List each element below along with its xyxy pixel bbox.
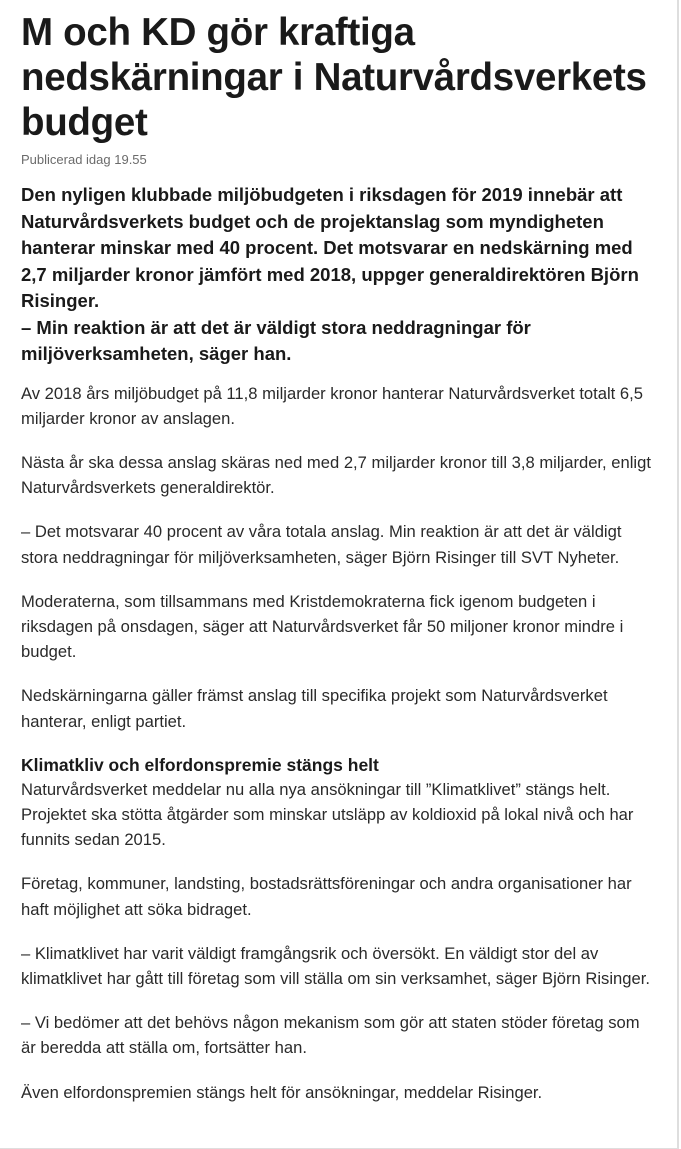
body-paragraph: – Klimatklivet har varit väldigt framgångsrik och översökt. En väldigt stor del av klimatklivet har gått till företag som vill ställa om sin verksamhet, säger Björn Risinger. <box>21 943 650 988</box>
body-paragraph: Nästa år ska dessa anslag skäras ned med 2,7 miljarder kronor till 3,8 miljarder, enligt Naturvårdsverkets generaldirektör. <box>21 452 651 498</box>
published-timestamp: Publicerad idag 19.55 <box>21 152 147 167</box>
body-paragraph: – Vi bedömer att det behövs någon mekanism som gör att staten stöder företag som är beredda att ställa om, fortsätter han. <box>21 1013 640 1058</box>
body-paragraph: Företag, kommuner, landsting, bostadsrättsföreningar och andra organisationer har haft möjlighet att söka bidraget. <box>21 874 632 919</box>
section-subheading: Klimatkliv och elfordonspremie stängs helt <box>21 754 379 775</box>
body-paragraph: Av 2018 års miljöbudget på 11,8 miljarder kronor hanterar Naturvårdsverket totalt 6,5 miljarder kronor av anslagen. <box>21 383 643 428</box>
lead-quote: – Min reaktion är att det är väldigt stora neddragningar för miljöverksamheten, säger han. <box>21 316 531 364</box>
body-paragraph: Moderaterna, som tillsammans med Kristdemokraterna fick igenom budgeten i riksdagen på onsdagen, säger att Naturvårdsverket får 50 miljoner kronor mindre i budget. <box>21 591 624 662</box>
lead-paragraph: Den nyligen klubbade miljöbudgeten i riksdagen för 2019 innebär att Naturvårdsverkets budget och de projektanslag som myndigheten hanterar minskar med 40 procent. Det motsvarar en nedskärning med 2,7 miljarder kronor jämfört med 2018, uppger generaldirektören Björn Risinger. <box>21 184 639 311</box>
article-body <box>21 381 653 1105</box>
article-lead <box>21 182 653 368</box>
body-paragraph: Nedskärningarna gäller främst anslag till specifika projekt som Naturvårdsverket hanterar, enligt partiet. <box>21 686 608 731</box>
article-title: M och KD gör kraftiga nedskärningar i Naturvårdsverkets budget <box>21 11 647 144</box>
body-paragraph: – Det motsvarar 40 procent av våra totala anslag. Min reaktion är att det är väldigt stora neddragningar för miljöverksamheten, säger Björn Risinger till SVT Nyheter. <box>21 522 622 567</box>
body-paragraph: Naturvårdsverket meddelar nu alla nya ansökningar till ”Klimatklivet” stängs helt. Projektet ska stötta åtgärder som minskar utsläpp av koldioxid på lokal nivå och har funnits sedan 2015. <box>21 779 634 850</box>
body-paragraph: Även elfordonspremien stängs helt för ansökningar, meddelar Risinger. <box>21 1082 543 1102</box>
